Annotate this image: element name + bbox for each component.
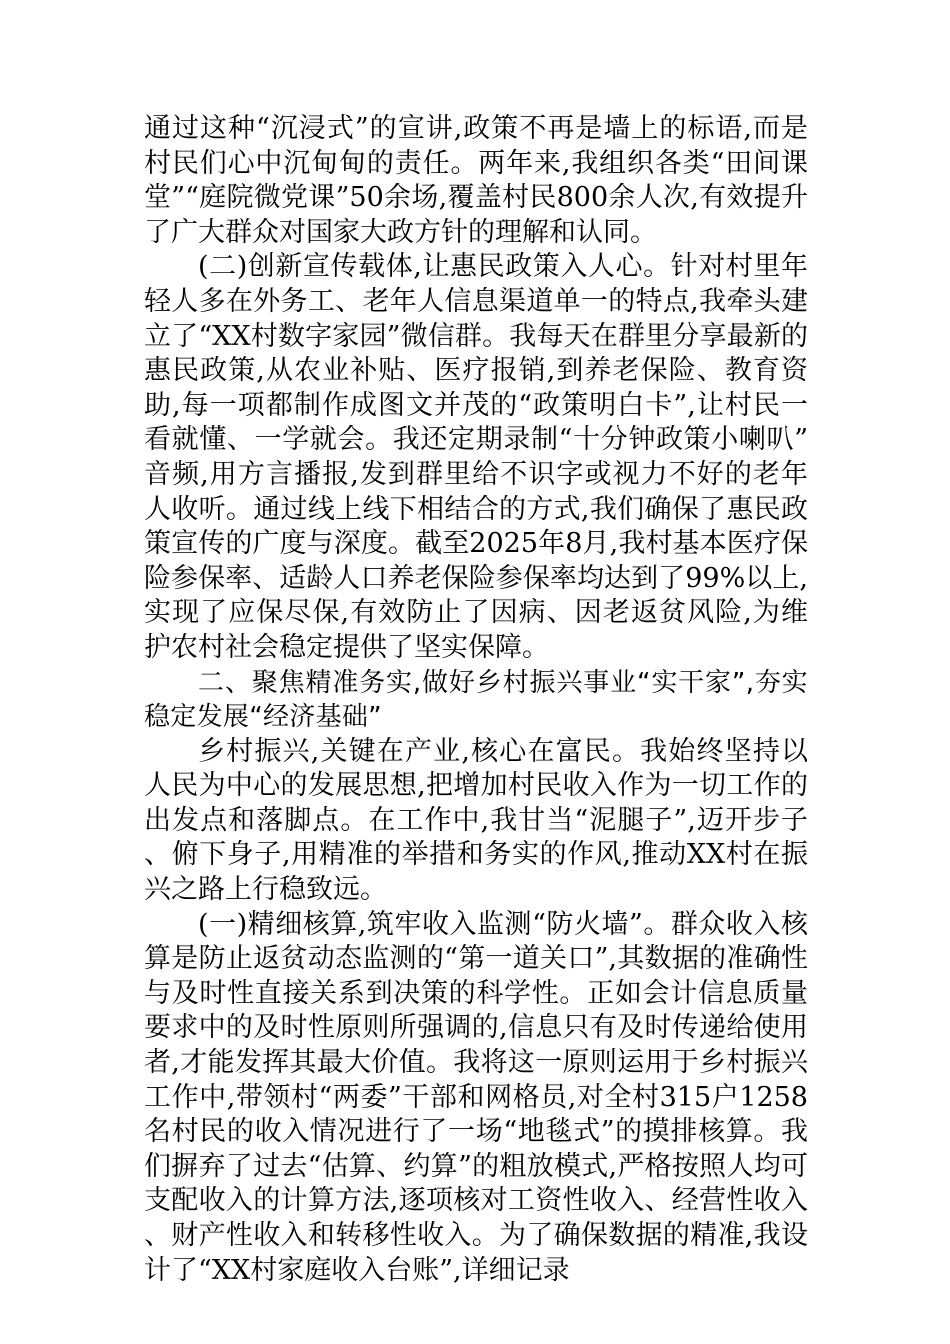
paragraph-innovate-publicity: (二)创新宣传载体,让惠民政策入人心。针对村里年轻人多在外务工、老年人信息渠道单一的特点,我牵头建立了“XX村数字家园”微信群。我每天在群里分享最新的惠民政策,从农业补贴、医疗报销,到养老保险、教育资助,每一项都制作成图文并茂的“政策明白卡”,让村民一看就懂、一学就会。我还定期录制“十分钟政策小喇叭”音频,用方言播报,发到群里给不识字或视力不好的老年人收听。通过线上线下相结合的方式,我们确保了惠民政策宣传的广度与深度。截至2025年8月,我村基本医疗保险参保率、适龄人口养老保险参保率均达到了99%以上,实现了应保尽保,有效防止了因病、因老返贫风险,为维护农村社会稳定提供了坚实保障。 <box>144 251 808 663</box>
paragraph-continuation: 通过这种“沉浸式”的宣讲,政策不再是墙上的标语,而是村民们心中沉甸甸的责任。两年来,我组织各类“田间课堂”“庭院微党课”50余场,覆盖村民800余人次,有效提升了广大群众对国家大政方针的理解和认同。 <box>144 113 808 248</box>
paragraph-rural-revitalization-intro: 乡村振兴,关键在产业,核心在富民。我始终坚持以人民为中心的发展思想,把增加村民收入作为一切工作的出发点和落脚点。在工作中,我甘当“泥腿子”,迈开步子、俯下身子,用精准的举措和务实的作风,推动XX村在振兴之路上行稳致远。 <box>144 735 808 906</box>
paragraph-income-accounting: (一)精细核算,筑牢收入监测“防火墙”。群众收入核算是防止返贫动态监测的“第一道关口”,其数据的准确性与及时性直接关系到决策的科学性。正如会计信息质量要求中的及时性原则所强调的,信息只有及时传递给使用者,才能发挥其最大价值。我将这一原则运用于乡村振兴工作中,带领村“两委”干部和网格员,对全村315户1258名村民的收入情况进行了一场“地毯式”的摸排核算。我们摒弃了过去“估算、约算”的粗放模式,严格按照人均可支配收入的计算方法,逐项核对工资性收入、经营性收入、财产性收入和转移性收入。为了确保数据的精准,我设计了“XX村家庭收入台账”,详细记录 <box>144 908 808 1286</box>
section-heading-rural-revitalization: 二、聚焦精准务实,做好乡村振兴事业“实干家”,夯实稳定发展“经济基础” <box>144 667 808 733</box>
document-page <box>144 112 808 1288</box>
